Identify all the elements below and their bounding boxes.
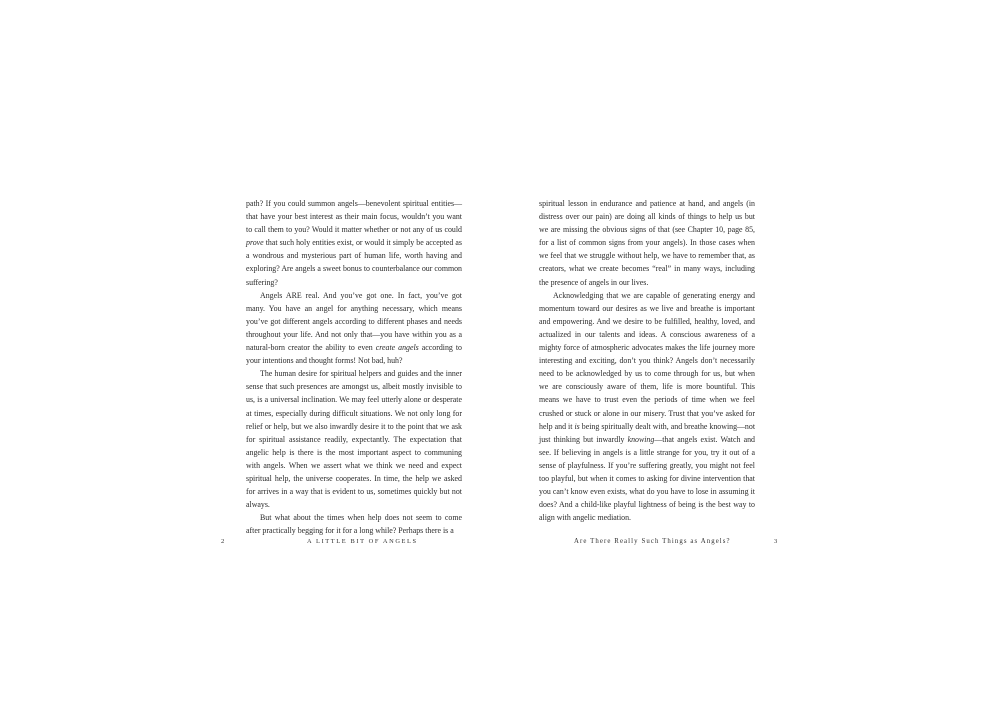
- paragraph: [539, 289, 755, 525]
- text-run: —that angels exist. Watch and see. If believing in angels is a little strange for you, try it out of a sense of playfulness. If you’re suffering greatly, you might not feel too playful, but when it comes to asking for divine intervention that you can’t know even exists, what do you have to lose in assuming it does? And a child-like playful lightness of being is the best way to align with angelic mediation.: [539, 434, 755, 523]
- left-running-head: A LITTLE BIT OF ANGELS: [307, 538, 418, 545]
- paragraph: [246, 289, 462, 368]
- italic-text: prove: [246, 238, 264, 248]
- italic-text: create angels: [375, 343, 419, 353]
- text-run: Acknowledging that we are capable of generating energy and momentum toward our desires as we live and breathe is important and empowering. And we desire to be fulfilled, healthy, loved, and actualized in our talents and ideas. A conscious awareness of a mighty force of atmospheric advocates makes the life journey more interesting and exciting, don’t you think? Angels don’t necessarily need to be acknowledged by us to come through for us, but when we are consciously aware of them, life is more bountiful. This means we have to trust even the periods of time when we feel crushed or stuck or alone in our misery. Trust that you’ve asked for help and it: [539, 290, 755, 431]
- paragraph: [246, 197, 462, 289]
- text-run: that such holy entities exist, or would it simply be accepted as a wondrous and mysterious part of human life, worth having and exploring? Are angels a sweet bonus to counterbalance our common suffering?: [246, 238, 462, 287]
- paragraph: [539, 197, 755, 289]
- italic-text: is: [574, 421, 580, 431]
- text-run: Angels ARE real. And you’ve got one. In fact, you’ve got many. You have an angel for anything necessary, which means you’ve got different angels according to different phases and needs throughout your life. And not only that—you have within you as a natural-born creator the ability to even: [246, 290, 462, 353]
- paragraph: [246, 511, 462, 537]
- text-run: according to your intentions and thought forms! Not bad, huh?: [246, 343, 462, 366]
- left-page-number: 2: [221, 538, 225, 545]
- right-page: [500, 0, 1000, 713]
- right-page-body-text: [539, 197, 755, 524]
- paragraph: [246, 367, 462, 511]
- right-page-number: 3: [774, 538, 778, 545]
- text-run: spiritual lesson in endurance and patience at hand, and angels (in distress over our pain) are doing all kinds of things to help us but we are missing the obvious signs of that (see Chapter 10, page 85, for a list of common signs from your angels). In those cases when we feel that we struggle without help, we have to remember that, as creators, what we create becomes “real” in many ways, including the presence of angels in our lives.: [539, 199, 755, 287]
- left-page-body-text: [246, 197, 462, 537]
- text-run: path? If you could summon angels—benevolent spiritual entities—that have your best interest as their main focus, wouldn’t you want to call them to you? Would it matter whether or not any of us could: [246, 199, 462, 235]
- text-run: But what about the times when help does not seem to come after practically begging for it for a long while? Perhaps there is a: [246, 513, 462, 536]
- italic-text: knowing: [627, 434, 655, 444]
- right-running-head: Are There Really Such Things as Angels?: [574, 538, 731, 545]
- text-run: being spiritually dealt with, and breathe knowing—not just thinking but inwardly: [539, 421, 756, 444]
- text-run: The human desire for spiritual helpers and guides and the inner sense that such presences are amongst us, albeit mostly invisible to us, is a universal inclination. We may feel utterly alone or desperate at times, especially during difficult situations. We not only long for relief or help, but we also inwardly desire it to the point that we ask for spiritual assistance readily, expectantly. The expectation that angelic help is there is the most important aspect to communing with angels. When we assert what we think we need and expect spiritual help, the universe cooperates. In time, the help we asked for arrives in a way that is evident to us, sometimes quickly but not always.: [246, 369, 462, 510]
